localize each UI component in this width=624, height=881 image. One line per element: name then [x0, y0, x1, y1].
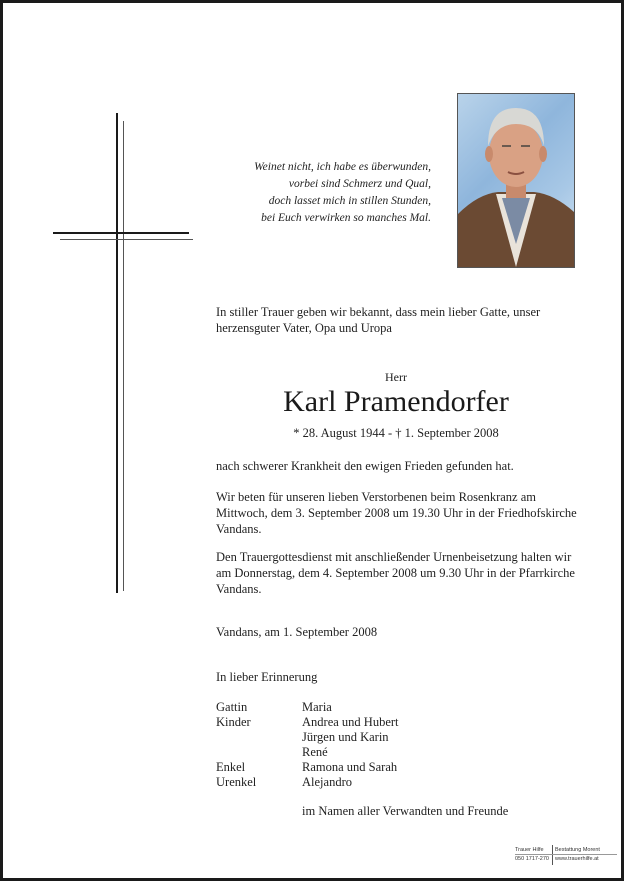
- funeral-service-footer: [515, 845, 617, 865]
- in-memory-heading: In lieber Erinnerung: [216, 670, 318, 684]
- family-role: Kinder: [216, 715, 251, 729]
- footer-rule: [515, 854, 617, 855]
- cross-vertical-beam: [116, 113, 118, 593]
- family-names: Jürgen und Karin: [302, 730, 389, 744]
- family-names: Maria: [302, 700, 332, 714]
- family-names: Andrea und Hubert: [302, 715, 399, 729]
- rosary-text: Wir beten für unseren lieben Verstorbenen beim Rosenkranz am Mittwoch, dem 3. September 2008 um 19.30 Uhr in der Friedhofskirche Vandans.: [216, 490, 577, 536]
- footer-website[interactable]: www.trauerhilfe.at: [555, 856, 599, 862]
- verse-line: bei Euch verwirken so manches Mal.: [261, 212, 431, 224]
- footer-phone: 050 1717-270: [515, 856, 549, 862]
- memorial-verse: [171, 159, 431, 227]
- portrait-illustration: [458, 94, 574, 267]
- family-role: Gattin: [216, 700, 248, 714]
- family-names: René: [302, 745, 328, 759]
- cross-vertical-shadow: [123, 121, 124, 591]
- deceased-name: Karl Pramendorfer: [283, 385, 509, 418]
- announcement-intro: In stiller Trauer geben wir bekannt, dass mein lieber Gatte, unser herzensguter Vater, Opa und Uropa: [216, 305, 541, 335]
- cross-horizontal-beam: [53, 232, 189, 234]
- family-names: Alejandro: [302, 775, 352, 789]
- verse-line: doch lasset mich in stillen Stunden,: [268, 195, 431, 207]
- family-role: Urenkel: [216, 775, 257, 789]
- place-and-date: Vandans, am 1. September 2008: [216, 625, 378, 639]
- life-dates: * 28. August 1944 - † 1. September 2008: [293, 426, 499, 440]
- cross-horizontal-shadow: [60, 239, 193, 240]
- footer-company: Bestattung Morent: [555, 847, 600, 853]
- funeral-text: Den Trauergottesdienst mit anschließender Urnenbeisetzung halten wir am Donnerstag, dem 4. September 2008 um 9.30 Uhr in der Pfarrkirche Vandans.: [216, 550, 575, 596]
- family-role: Enkel: [216, 760, 246, 774]
- passing-text: nach schwerer Krankheit den ewigen Frieden gefunden hat.: [216, 459, 514, 473]
- portrait-photo: [457, 93, 575, 268]
- salutation: Herr: [385, 370, 407, 384]
- family-names: Ramona und Sarah: [302, 760, 398, 774]
- closing-line: im Namen aller Verwandten und Freunde: [302, 804, 509, 818]
- verse-line: Weinet nicht, ich habe es überwunden,: [254, 161, 431, 173]
- footer-divider: [552, 845, 553, 865]
- footer-org: Trauer Hilfe: [515, 847, 544, 853]
- verse-line: vorbei sind Schmerz und Qual,: [288, 178, 431, 190]
